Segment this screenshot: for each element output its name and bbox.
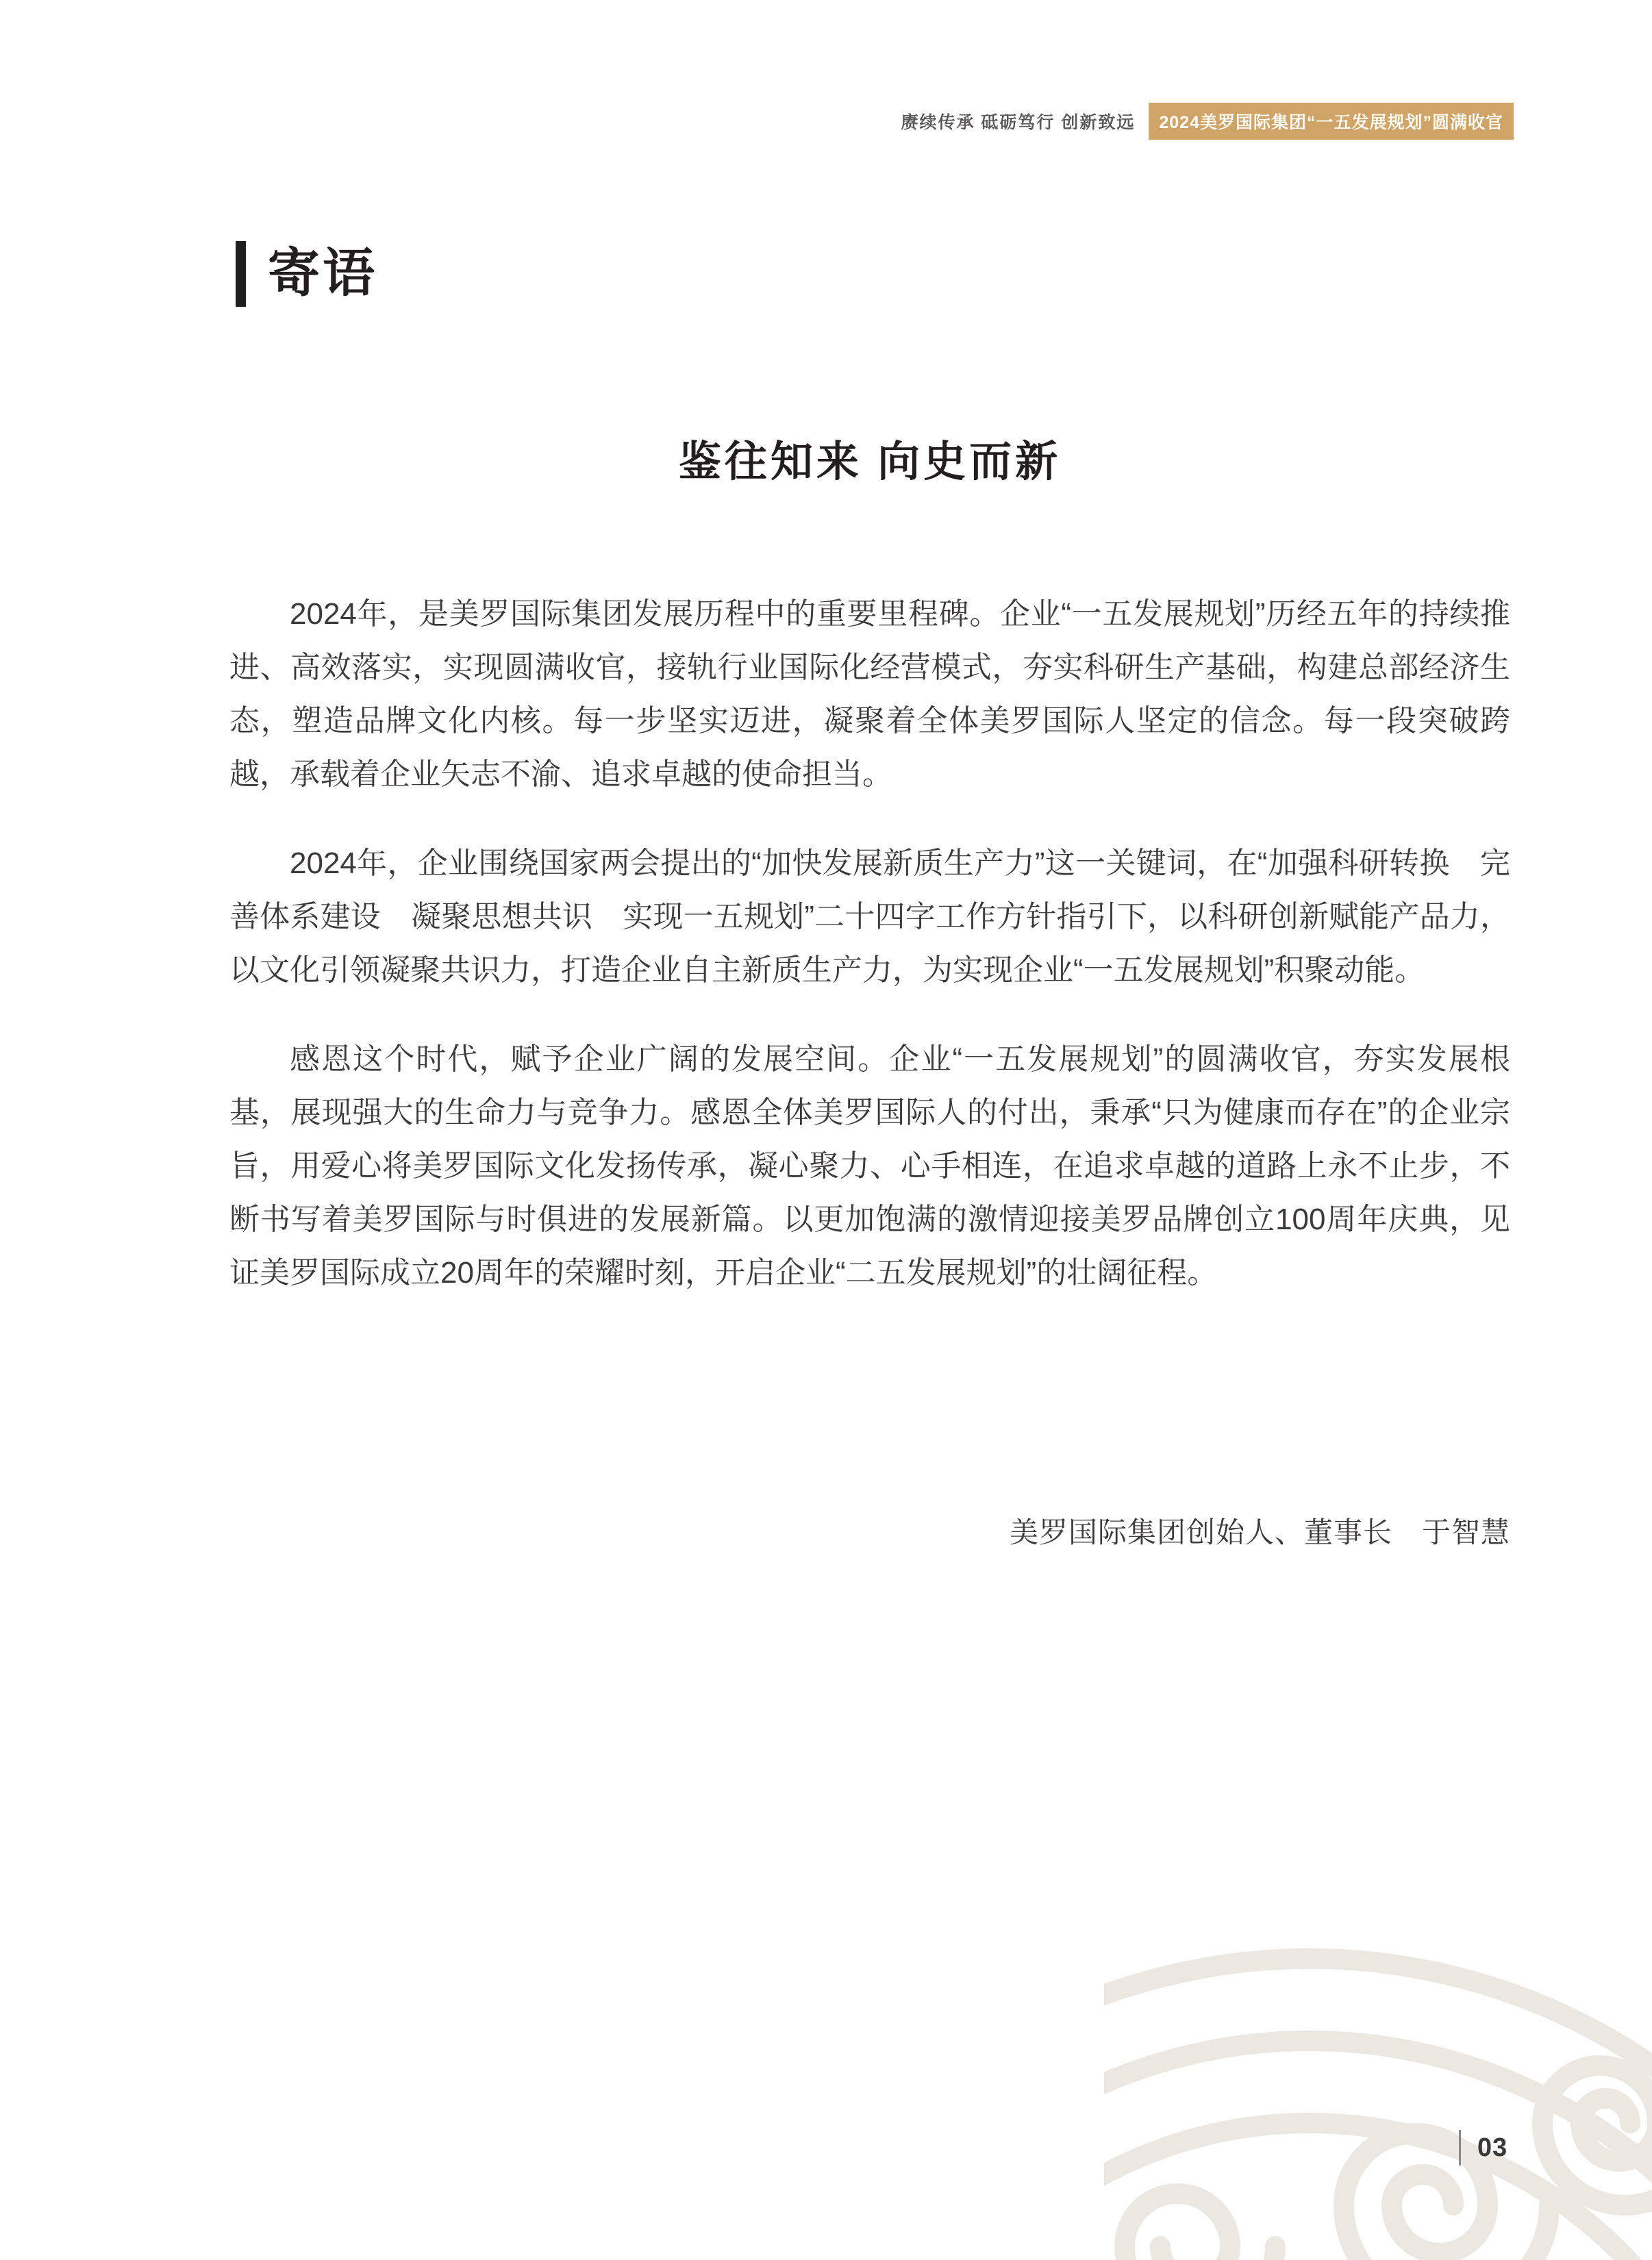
section-title: 寄语 (268, 244, 377, 303)
paragraph-1: 2024年，是美罗国际集团发展历程中的重要里程碑。企业“一五发展规划”历经五年的持续推进、高效落实，实现圆满收官，接轨行业国际化经营模式，夯实科研生产基础，构建总部经济生态，塑造品牌文化内核。每一步坚实迈进，凝聚着全体美罗国际人坚定的信念。每一段突破跨越，承载着企业矢志不渝、追求卓越的使命担当。 (229, 597, 1510, 791)
header-badge: 2024美罗国际集团“一五发展规划”圆满收官 (1149, 103, 1514, 140)
page-number-divider (1459, 2130, 1461, 2165)
paragraph-3: 感恩这个时代，赋予企业广阔的发展空间。企业“一五发展规划”的圆满收官，夯实发展根基，展现强大的生命力与竞争力。感恩全体美罗国际人的付出，秉承“只为健康而存在”的企业宗旨，用爱心将美罗国际文化发扬传承，凝心聚力、心手相连，在追求卓越的道路上永不止步，不断书写着美罗国际与时俱进的发展新篇。以更加饱满的激情迎接美罗品牌创立100周年庆典，见证美罗国际成立20周年的荣耀时刻，开启企业“二五发展规划”的壮阔征程。 (229, 1042, 1510, 1290)
signature-line: 美罗国际集团创始人、董事长 于智慧 (1009, 1516, 1510, 1548)
page-number-block (1459, 2130, 1507, 2165)
message-heading: 鉴往知来 向史而新 (678, 438, 1062, 486)
paragraph-2: 2024年，企业围绕国家两会提出的“加快发展新质生产力”这一关键词，在“加强科研转换 完善体系建设 凝聚思想共识 实现一五规划”二十四字工作方针指引下，以科研创新赋能产品力，以文化引领凝聚共识力，打造企业自主新质生产力，为实现企业“一五发展规划”积聚动能。 (229, 846, 1510, 987)
title-accent-bar (236, 241, 246, 307)
section-title-block (236, 241, 377, 307)
header-slogan: 赓续传承 砥砺笃行 创新致远 (901, 113, 1136, 132)
page-number: 03 (1477, 2133, 1508, 2162)
cloud-pattern-decoration (1104, 1835, 1652, 2260)
message-body (229, 588, 1510, 1335)
running-header (0, 103, 1514, 140)
